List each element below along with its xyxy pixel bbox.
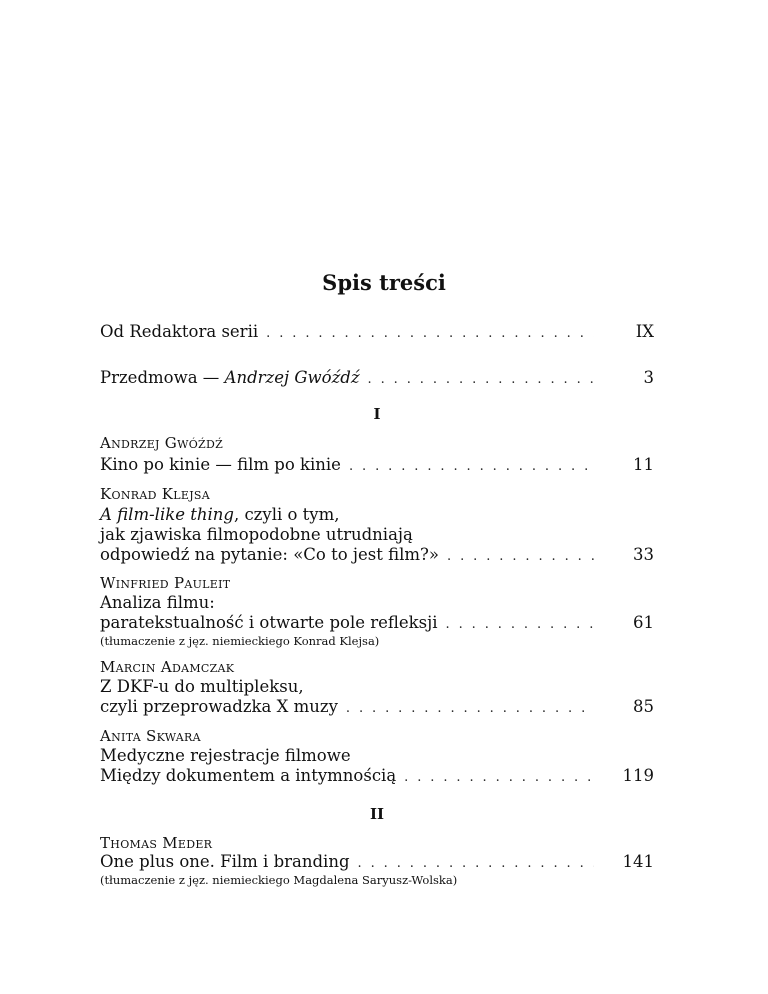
leader-dots (404, 770, 594, 785)
entry-author: Anita Skwara (100, 727, 201, 745)
leader-dots (446, 617, 594, 632)
entry-title: odpowiedź na pytanie: «Co to jest film?» (100, 545, 439, 564)
page-number: 3 (643, 368, 654, 387)
leader-dots (447, 549, 594, 564)
leader-dots (368, 372, 594, 387)
toc-entry-editor-note[interactable] (100, 322, 654, 341)
toc-entry[interactable] (100, 766, 654, 785)
entry-author: Winfried Pauleit (100, 574, 231, 592)
entry-title-line: Medyczne rejestracje filmowe (100, 746, 351, 765)
entry-author: Thomas Meder (100, 834, 213, 852)
page-number: 11 (633, 455, 654, 474)
entry-title-line: Analiza filmu: (100, 593, 215, 612)
entry-title: Od Redaktora serii (100, 322, 259, 341)
toc-entry[interactable] (100, 697, 654, 716)
page-number: 61 (633, 613, 654, 632)
toc-entry[interactable] (100, 455, 654, 474)
part-heading: I (373, 405, 381, 423)
leader-dots (266, 326, 594, 341)
part-heading: II (369, 805, 385, 823)
toc-entry[interactable] (100, 852, 654, 871)
entry-author: Marcin Adamczak (100, 658, 235, 676)
toc-entry-preface[interactable] (100, 368, 654, 387)
entry-title: Między dokumentem a intymnością (100, 766, 397, 785)
translation-note: (tłumaczenie z jęz. niemieckiego Konrad Klejsa) (100, 634, 380, 648)
page-number: 85 (633, 697, 654, 716)
entry-title-line: Z DKF-u do multipleksu, (100, 677, 304, 696)
toc-entry[interactable] (100, 545, 654, 564)
page-title: Spis treści (322, 270, 446, 295)
page-number: 33 (633, 545, 654, 564)
page-number: IX (635, 322, 654, 341)
entry-title-line: jak zjawiska filmopodobne utrudniają (100, 525, 413, 544)
entry-title: Przedmowa — Andrzej Gwóźdź (100, 368, 360, 387)
entry-title: One plus one. Film i branding (100, 852, 350, 871)
entry-author: Konrad Klejsa (100, 485, 210, 503)
leader-dots (358, 856, 594, 871)
entry-title: Kino po kinie — film po kinie (100, 455, 341, 474)
entry-title: paratekstualność i otwarte pole refleksji (100, 613, 438, 632)
page-number: 119 (622, 766, 654, 785)
entry-author: Andrzej Gwóźdź (100, 434, 224, 452)
leader-dots (346, 701, 594, 716)
toc-entry[interactable] (100, 613, 654, 632)
entry-author-italic: Andrzej Gwóźdź (224, 368, 360, 387)
entry-title: czyli przeprowadzka X muzy (100, 697, 338, 716)
entry-title-line: A film-like thing, czyli o tym, (100, 505, 340, 524)
page-number: 141 (622, 852, 654, 871)
translation-note: (tłumaczenie z jęz. niemieckiego Magdalena Saryusz-Wolska) (100, 873, 458, 887)
leader-dots (349, 459, 594, 474)
